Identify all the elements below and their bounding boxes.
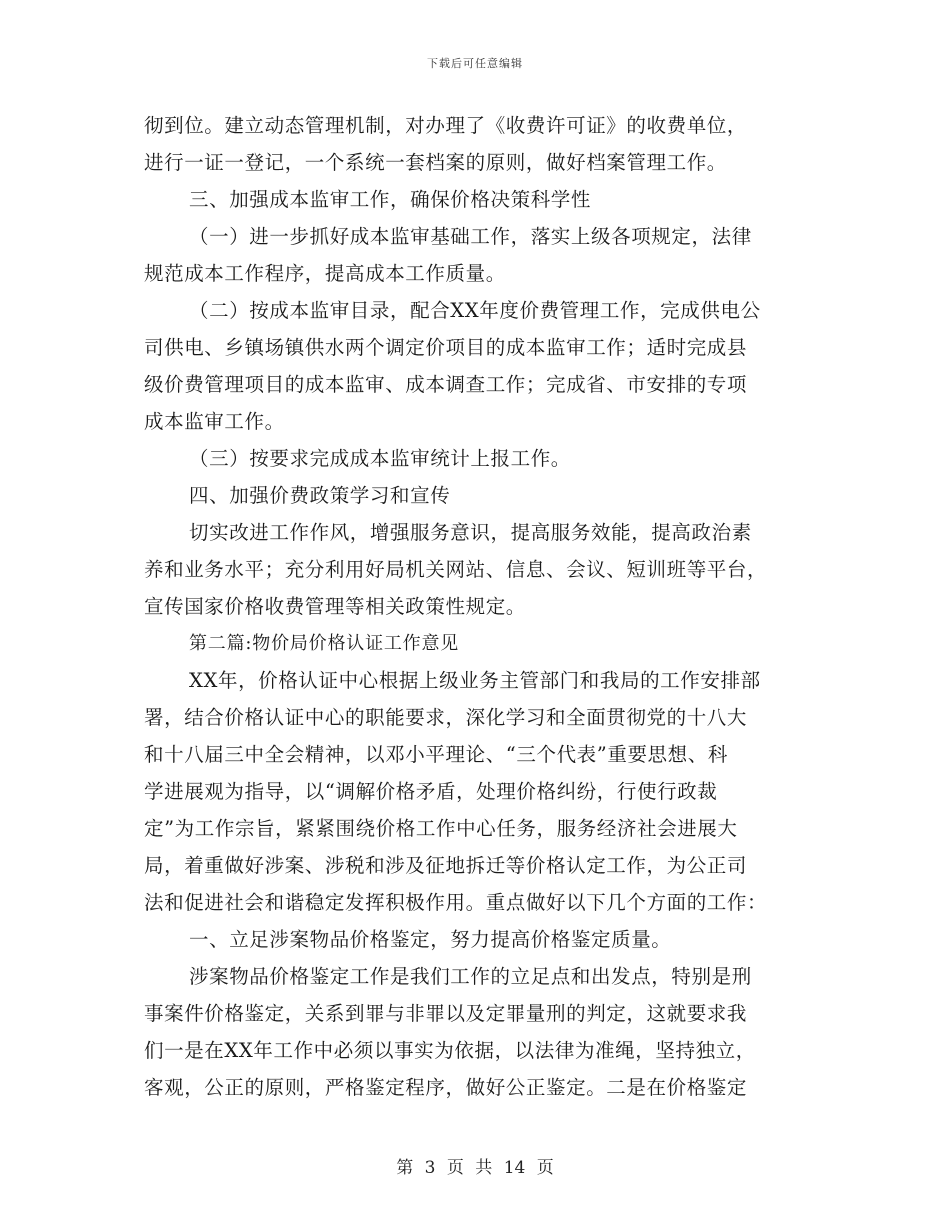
text-line: 局，着重做好涉案、涉税和涉及征地拆迁等价格认定工作，为公正司 [144, 854, 748, 877]
text-line: 司供电、乡镇场镇供水两个调定价项目的成本监审工作；适时完成县 [144, 336, 748, 359]
text-line: 学进展观为指导，以“调解价格矛盾，处理价格纠纷，行使行政裁 [144, 780, 718, 803]
text-line: （一）进一步抓好成本监审基础工作，落实上级各项规定，法律 [189, 225, 752, 248]
text-line: 规范成本工作程序，提高成本工作质量。 [144, 262, 506, 285]
text-line: 成本监审工作。 [144, 410, 285, 433]
text-line: 涉案物品价格鉴定工作是我们工作的立足点和出发点，特别是刑 [189, 965, 752, 988]
section-heading: 一、立足涉案物品价格鉴定，努力提高价格鉴定质量。 [189, 928, 672, 951]
page-number-footer: 第 3 页 共 14 页 [396, 1158, 554, 1178]
text-line: XX年，价格认证中心根据上级业务主管部门和我局的工作安排部 [189, 669, 761, 692]
page-header: 下载后可任意编辑 [427, 57, 523, 70]
text-line: 切实改进工作作风，增强服务意识，提高服务效能，提高政治素 [189, 521, 752, 544]
text-line: 署，结合价格认证中心的职能要求，深化学习和全面贯彻党的十八大 [144, 706, 748, 729]
text-line: 养和业务水平；充分利用好局机关网站、信息、会议、短训班等平台， [144, 558, 768, 581]
document-body [144, 107, 808, 1106]
text-line: （二）按成本监审目录，配合XX年度价费管理工作，完成供电公 [189, 299, 761, 322]
text-line: 们一是在XX年工作中必须以事实为依据，以法律为准绳，坚持独立， [144, 1039, 756, 1062]
text-line: 进行一证一登记，一个系统一套档案的原则，做好档案管理工作。 [144, 151, 727, 174]
text-line: 宣传国家价格收费管理等相关政策性规定。 [144, 595, 526, 618]
text-line: 级价费管理项目的成本监审、成本调查工作；完成省、市安排的专项 [144, 373, 748, 396]
section-heading: 四、加强价费政策学习和宣传 [189, 484, 451, 507]
text-line: 彻到位。建立动态管理机制，对办理了《收费许可证》的收费单位， [144, 114, 748, 137]
text-line: 客观，公正的原则，严格鉴定程序，做好公正鉴定。二是在价格鉴定 [144, 1076, 748, 1099]
text-line: 和十八届三中全会精神，以邓小平理论、“三个代表”重要思想、科 [144, 743, 728, 766]
chapter-title: 第二篇:物价局价格认证工作意见 [189, 633, 460, 654]
text-line: 法和促进社会和谐稳定发挥积极作用。重点做好以下几个方面的工作： [144, 891, 768, 914]
text-line: 事案件价格鉴定，关系到罪与非罪以及定罪量刑的判定，这就要求我 [144, 1002, 748, 1025]
text-line: 定”为工作宗旨，紧紧围绕价格工作中心任务，服务经济社会进展大 [144, 817, 738, 840]
section-heading: 三、加强成本监审工作，确保价格决策科学性 [189, 188, 592, 211]
text-line: （三）按要求完成成本监审统计上报工作。 [189, 447, 571, 470]
